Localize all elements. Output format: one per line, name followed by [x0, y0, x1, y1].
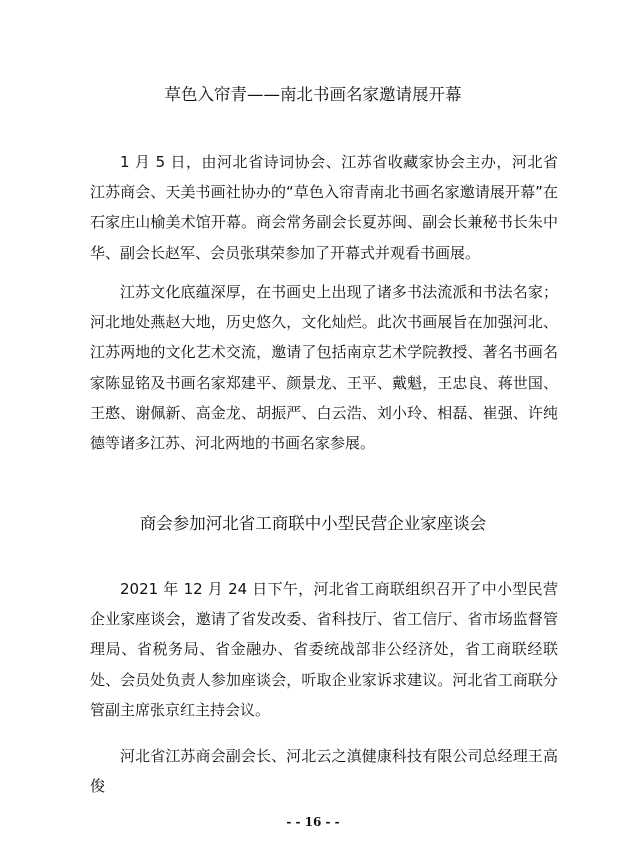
section2-paragraph-1: 2021 年 12 月 24 日下午，河北省工商联组织召开了中小型民营企业家座谈会，邀请了省发改委、省科技厅、省工信厅、省市场监督管理局、省税务局、省金融办、省委统战部非公经济处，省工商联经联处、会员处负责人参加座谈会，听取企业家诉求建议。河北省工商联分管副主席张京红主持会议。: [90, 580, 558, 719]
page-number: - - 16 - -: [286, 815, 340, 829]
section1-paragraph-2: 江苏文化底蕴深厚，在书画史上出现了诸多书法流派和书法名家；河北地处燕赵大地，历史悠久，文化灿烂。此次书画展旨在加强河北、江苏两地的文化艺术交流，邀请了包括南京艺术学院教授、著名书画名家陈显铭及书画名家郑建平、颜景龙、王平、戴魁，王忠良、蒋世国、王憨、谢佩新、高金龙、胡振严、白云浩、刘小玲、相磊、崔强、许纯德等诸多江苏、河北两地的书画名家参展。: [90, 283, 558, 453]
section1-title: 草色入帘青——南北书画名家邀请展开幕: [164, 85, 462, 104]
section1-paragraph-1: 1 月 5 日，由河北省诗词协会、江苏省收藏家协会主办，河北省江苏商会、天美书画社协办的“草色入帘青南北书画名家邀请展开幕”在石家庄山榆美术馆开幕。商会常务副会长夏苏闽、副会长兼秘书长朱中华、副会长赵军、会员张琪荣参加了开幕式并观看书画展。: [90, 153, 558, 262]
section2-paragraph-2: 河北省江苏商会副会长、河北云之滇健康科技有限公司总经理王高俊: [90, 747, 558, 796]
section2-title: 商会参加河北省工商联中小型民营企业家座谈会: [139, 514, 487, 533]
